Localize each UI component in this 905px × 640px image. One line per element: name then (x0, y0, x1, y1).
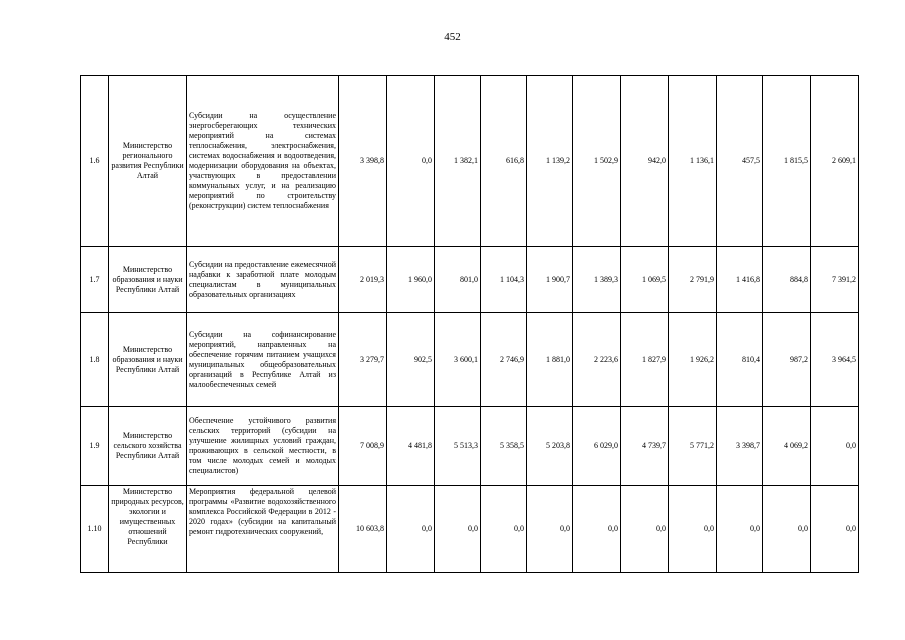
description-cell (187, 486, 339, 573)
description-cell: Обеспечение устойчивого развития сельских территорий (субсидии на улучшение жилищных условий граждан, проживающих в сельской местности, в том числе молодых семей и молодых специалистов) (187, 407, 339, 486)
value-cell: 1 960,0 (387, 247, 435, 313)
value-cell: 2 746,9 (481, 313, 527, 407)
value-cell: 2 609,1 (811, 76, 859, 247)
description-cell: Субсидии на софинансирование мероприятий, направленных на обеспечение горячим питанием учащихся муниципальных общеобразовательных организаций в Республике Алтай из малообеспеченных семей (187, 313, 339, 407)
value-cell: 810,4 (717, 313, 763, 407)
value-cell: 6 029,0 (573, 407, 621, 486)
value-cell: 1 069,5 (621, 247, 669, 313)
value-cell: 1 382,1 (435, 76, 481, 247)
value-cell: 902,5 (387, 313, 435, 407)
value-cell: 4 739,7 (621, 407, 669, 486)
value-cell: 4 481,8 (387, 407, 435, 486)
ministry-cell: Министерство образования и науки Республики Алтай (109, 247, 187, 313)
budget-table (80, 75, 859, 573)
value-cell: 0,0 (573, 486, 621, 573)
value-cell: 0,0 (435, 486, 481, 573)
value-cell: 1 389,3 (573, 247, 621, 313)
ministry-cell: Министерство регионального развития Республики Алтай (109, 76, 187, 247)
value-cell: 3 398,8 (339, 76, 387, 247)
value-cell: 3 398,7 (717, 407, 763, 486)
value-cell: 5 203,8 (527, 407, 573, 486)
value-cell: 0,0 (621, 486, 669, 573)
value-cell: 7 391,2 (811, 247, 859, 313)
value-cell: 2 791,9 (669, 247, 717, 313)
ministry-text: Министерство природных ресурсов, экологии и имущественных отношений Республики (111, 487, 184, 546)
value-cell: 0,0 (481, 486, 527, 573)
value-cell: 1 104,3 (481, 247, 527, 313)
value-cell: 2 019,3 (339, 247, 387, 313)
value-cell: 1 827,9 (621, 313, 669, 407)
value-cell: 3 600,1 (435, 313, 481, 407)
value-cell: 5 771,2 (669, 407, 717, 486)
value-cell: 457,5 (717, 76, 763, 247)
value-cell: 1 502,9 (573, 76, 621, 247)
value-cell: 5 358,5 (481, 407, 527, 486)
value-cell: 1 900,7 (527, 247, 573, 313)
row-number: 1.10 (81, 486, 109, 573)
value-cell: 0,0 (669, 486, 717, 573)
value-cell: 3 964,5 (811, 313, 859, 407)
value-cell: 0,0 (811, 486, 859, 573)
value-cell: 1 815,5 (763, 76, 811, 247)
value-cell: 3 279,7 (339, 313, 387, 407)
value-cell: 1 416,8 (717, 247, 763, 313)
description-cell: Субсидии на предоставление ежемесячной надбавки к заработной плате молодым специалистам в муниципальных образовательных организациях (187, 247, 339, 313)
row-number: 1.9 (81, 407, 109, 486)
table-row (81, 76, 859, 247)
value-cell: 1 139,2 (527, 76, 573, 247)
value-cell: 1 926,2 (669, 313, 717, 407)
value-cell: 942,0 (621, 76, 669, 247)
page-number: 452 (444, 31, 461, 43)
value-cell: 10 603,8 (339, 486, 387, 573)
value-cell: 5 513,3 (435, 407, 481, 486)
table-row (81, 407, 859, 486)
row-number: 1.7 (81, 247, 109, 313)
ministry-cell: Министерство сельского хозяйства Республики Алтай (109, 407, 187, 486)
value-cell: 4 069,2 (763, 407, 811, 486)
row-number: 1.8 (81, 313, 109, 407)
value-cell: 7 008,9 (339, 407, 387, 486)
table-row (81, 486, 859, 573)
table-row (81, 247, 859, 313)
value-cell: 0,0 (717, 486, 763, 573)
row-number: 1.6 (81, 76, 109, 247)
value-cell: 2 223,6 (573, 313, 621, 407)
value-cell: 884,8 (763, 247, 811, 313)
value-cell: 0,0 (527, 486, 573, 573)
table-row (81, 313, 859, 407)
value-cell: 616,8 (481, 76, 527, 247)
ministry-cell: Министерство образования и науки Республики Алтай (109, 313, 187, 407)
value-cell: 1 136,1 (669, 76, 717, 247)
value-cell: 0,0 (387, 486, 435, 573)
description-text: Мероприятия федеральной целевой программы «Развитие водохозяйственного комплекса Российской Федерации в 2012 - 2020 годах» (субсидии на капитальный ремонт гидротехнических сооружений, (189, 487, 336, 536)
value-cell: 801,0 (435, 247, 481, 313)
value-cell: 0,0 (763, 486, 811, 573)
value-cell: 0,0 (811, 407, 859, 486)
description-cell: Субсидии на осуществление энергосберегающих технических мероприятий на системах теплоснабжения, электроснабжения, системах водоснабжения и водоотведения, модернизации оборудования на объектах, участвующих в предоставлении коммунальных услуг, и на реализацию мероприятий по строительству (реконструкции) систем теплоснабжения (187, 76, 339, 247)
value-cell: 987,2 (763, 313, 811, 407)
value-cell: 0,0 (387, 76, 435, 247)
value-cell: 1 881,0 (527, 313, 573, 407)
ministry-cell (109, 486, 187, 573)
